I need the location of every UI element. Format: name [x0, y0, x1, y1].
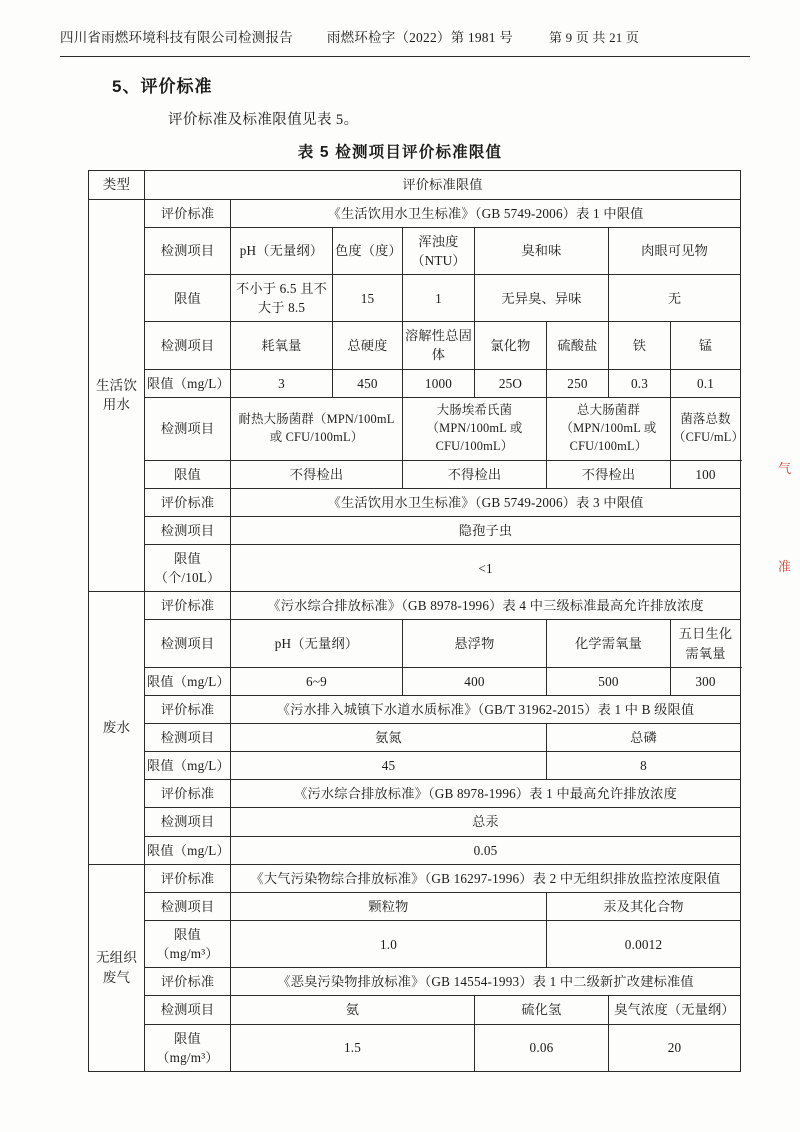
cell-label-item: 检测项目: [145, 322, 231, 369]
section-paragraph: 评价标准及标准限值见表 5。: [168, 112, 359, 128]
cell-dw-item-visible: 肉眼可见物: [609, 227, 741, 274]
cell-label-item: 检测项目: [145, 996, 231, 1024]
cell-type-drinking-water: 生活饮用水: [89, 199, 145, 592]
table-row: [89, 921, 741, 968]
cell-dw-limit-ph: 不小于 6.5 且不大于 8.5: [231, 274, 333, 321]
cell-ww-limit-bod5: 300: [671, 667, 741, 695]
cell-label-item: 检测项目: [145, 397, 231, 460]
header-divider: [60, 56, 750, 57]
cell-label-standard: 评价标准: [145, 592, 231, 620]
cell-dw-item-tds: 溶解性总固体: [403, 322, 475, 369]
cell-label-limit-mgl: 限值（mg/L）: [145, 369, 231, 397]
cell-dw-limit-tds: 1000: [403, 369, 475, 397]
cell-ww-limit-ammonia-nitrogen: 45: [231, 752, 547, 780]
table-row: [89, 864, 741, 892]
cell-gas-item-odor-concentration: 臭气浓度（无量纲）: [609, 996, 741, 1024]
cell-label-standard: 评价标准: [145, 488, 231, 516]
cell-dw-item-turbidity: 浑浊度（NTU）: [403, 227, 475, 274]
cell-dw-limit-turbidity: 1: [403, 274, 475, 321]
cell-ww-item-cod: 化学需氧量: [547, 620, 671, 667]
cell-ww-item-total-phosphorus: 总磷: [547, 724, 741, 752]
cell-type-fugitive-gas: 无组织废气: [89, 864, 145, 1071]
table-row: [89, 322, 741, 369]
cell-ww-item-ammonia-nitrogen: 氨氮: [231, 724, 547, 752]
cell-label-standard: 评价标准: [145, 780, 231, 808]
cell-ww-standard-3: 《污水综合排放标准》（GB 8978-1996）表 1 中最高允许排放浓度: [231, 780, 741, 808]
table-row: [89, 516, 741, 544]
cell-gas-limit-h2s: 0.06: [475, 1024, 609, 1071]
cell-dw-limit-iron: 0.3: [609, 369, 671, 397]
cell-label-limit-mgl: 限值（mg/L）: [145, 836, 231, 864]
cell-dw-item-cryptosporidium: 隐孢子虫: [231, 516, 741, 544]
header-company-report: 四川省雨燃环境科技有限公司检测报告: [60, 30, 293, 45]
cell-label-standard: 评价标准: [145, 864, 231, 892]
page-header: [60, 26, 750, 46]
table-row: [89, 171, 741, 200]
table-row: [89, 667, 741, 695]
header-report-number: 雨燃环检字（2022）第 1981 号: [326, 30, 513, 45]
cell-dw-limit-total-coliform: 不得检出: [547, 460, 671, 488]
cell-dw-limit-visible: 无: [609, 274, 741, 321]
table-row: [89, 620, 741, 667]
cell-label-standard: 评价标准: [145, 199, 231, 227]
cell-gas-item-h2s: 硫化氢: [475, 996, 609, 1024]
cell-dw-item-thermotolerant-coliform: 耐热大肠菌群（MPN/100mL 或 CFU/100mL）: [231, 397, 403, 460]
cell-gas-limit-particulate: 1.0: [231, 921, 547, 968]
cell-label-limit: 限值: [145, 460, 231, 488]
cell-dw-item-color: 色度（度）: [333, 227, 403, 274]
cell-type-header: 类型: [89, 171, 145, 200]
table-row: [89, 836, 741, 864]
cell-ww-limit-total-phosphorus: 8: [547, 752, 741, 780]
cell-label-item: 检测项目: [145, 620, 231, 667]
cell-dw-limit-color: 15: [333, 274, 403, 321]
table-row: [89, 199, 741, 227]
table-row: [89, 808, 741, 836]
table-row: [89, 488, 741, 516]
cell-ww-item-bod5: 五日生化需氧量: [671, 620, 741, 667]
cell-ww-item-total-mercury: 总汞: [231, 808, 741, 836]
table-row: [89, 274, 741, 321]
cell-dw-item-odor: 臭和味: [475, 227, 609, 274]
cell-dw-item-sulfate: 硫酸盐: [547, 322, 609, 369]
cell-label-limit-mgm3: 限值（mg/m³）: [145, 921, 231, 968]
table-row: [89, 1024, 741, 1071]
cell-ww-item-ph: pH（无量纲）: [231, 620, 403, 667]
section-heading: 5、评价标准: [112, 77, 213, 96]
cell-gas-limit-ammonia: 1.5: [231, 1024, 475, 1071]
cell-dw-item-chloride: 氯化物: [475, 322, 547, 369]
cell-gas-standard-1: 《大气污染物综合排放标准》（GB 16297-1996）表 2 中无组织排放监控浓度限值: [231, 864, 741, 892]
cell-label-item: 检测项目: [145, 724, 231, 752]
cell-dw-item-colony-count: 菌落总数（CFU/mL）: [671, 397, 741, 460]
cell-ww-limit-cod: 500: [547, 667, 671, 695]
cell-dw-limit-sulfate: 250: [547, 369, 609, 397]
cell-label-limit: 限值: [145, 274, 231, 321]
table-row: [89, 592, 741, 620]
cell-gas-item-particulate: 颗粒物: [231, 892, 547, 920]
table-row: [89, 780, 741, 808]
cell-label-item: 检测项目: [145, 227, 231, 274]
cell-dw-limit-cryptosporidium: <1: [231, 545, 741, 592]
cell-dw-item-iron: 铁: [609, 322, 671, 369]
cell-ww-item-ss: 悬浮物: [403, 620, 547, 667]
cell-label-standard: 评价标准: [145, 695, 231, 723]
evaluation-standards-table: [88, 170, 745, 1072]
cell-ww-limit-ss: 400: [403, 667, 547, 695]
cell-label-limit-count: 限值（个/10L）: [145, 545, 231, 592]
cell-dw-limit-odor: 无异臭、异味: [475, 274, 609, 321]
cell-ww-limit-total-mercury: 0.05: [231, 836, 741, 864]
cell-dw-item-cod-mn: 耗氧量: [231, 322, 333, 369]
table-row: [89, 695, 741, 723]
table-row: [89, 892, 741, 920]
cell-ww-limit-ph: 6~9: [231, 667, 403, 695]
cell-dw-item-total-coliform: 总大肠菌群（MPN/100mL 或 CFU/100mL）: [547, 397, 671, 460]
cell-dw-standard-2: 《生活饮用水卫生标准》（GB 5749-2006）表 3 中限值: [231, 488, 741, 516]
table-row: [89, 996, 741, 1024]
cell-dw-limit-hardness: 450: [333, 369, 403, 397]
cell-ww-standard-2: 《污水排入城镇下水道水质标准》（GB/T 31962-2015）表 1 中 B 级限值: [231, 695, 741, 723]
cell-dw-item-hardness: 总硬度: [333, 322, 403, 369]
cell-type-wastewater: 废水: [89, 592, 145, 864]
cell-gas-item-ammonia: 氨: [231, 996, 475, 1024]
cell-dw-limit-colony-count: 100: [671, 460, 741, 488]
cell-label-limit-mgm3: 限值（mg/m³）: [145, 1024, 231, 1071]
cell-label-limit-mgl: 限值（mg/L）: [145, 752, 231, 780]
cell-gas-limit-odor-concentration: 20: [609, 1024, 741, 1071]
table-row: [89, 369, 741, 397]
table-caption: 表 5 检测项目评价标准限值: [297, 144, 503, 161]
cell-dw-limit-chloride: 25O: [475, 369, 547, 397]
table-row: [89, 724, 741, 752]
cell-dw-limit-thermotolerant-coliform: 不得检出: [231, 460, 403, 488]
margin-mark-1: 气: [778, 461, 792, 476]
cell-dw-item-ph: pH（无量纲）: [231, 227, 333, 274]
table-row: [89, 968, 741, 996]
margin-mark-2: 准: [778, 559, 792, 574]
cell-dw-limit-ecoli: 不得检出: [403, 460, 547, 488]
cell-label-standard: 评价标准: [145, 968, 231, 996]
table-row: [89, 752, 741, 780]
cell-label-limit-mgl: 限值（mg/L）: [145, 667, 231, 695]
cell-label-item: 检测项目: [145, 892, 231, 920]
cell-label-item: 检测项目: [145, 808, 231, 836]
cell-gas-limit-mercury: 0.0012: [547, 921, 741, 968]
table-row: [89, 397, 741, 460]
table-row: [89, 545, 741, 592]
cell-dw-item-ecoli: 大肠埃希氏菌（MPN/100mL 或 CFU/100mL）: [403, 397, 547, 460]
cell-gas-item-mercury: 汞及其化合物: [547, 892, 741, 920]
table-row: [89, 227, 741, 274]
table-row: [89, 460, 741, 488]
cell-ww-standard-1: 《污水综合排放标准》（GB 8978-1996）表 4 中三级标准最高允许排放浓度: [231, 592, 741, 620]
header-page-number: 第 9 页 共 21 页: [548, 30, 640, 45]
cell-title-header: 评价标准限值: [145, 171, 741, 200]
cell-dw-limit-cod-mn: 3: [231, 369, 333, 397]
cell-dw-item-manganese: 锰: [671, 322, 741, 369]
cell-dw-standard-1: 《生活饮用水卫生标准》（GB 5749-2006）表 1 中限值: [231, 199, 741, 227]
cell-dw-limit-manganese: 0.1: [671, 369, 741, 397]
cell-gas-standard-2: 《恶臭污染物排放标准》（GB 14554-1993）表 1 中二级新扩改建标准值: [231, 968, 741, 996]
cell-label-item: 检测项目: [145, 516, 231, 544]
